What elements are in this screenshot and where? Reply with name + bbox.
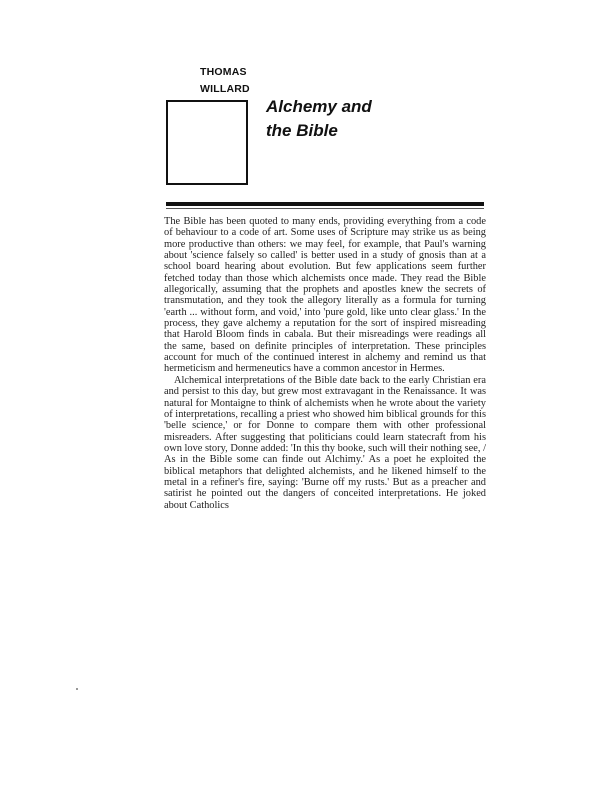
article-title xyxy=(266,95,466,143)
body-paragraph-2: Alchemical interpretations of the Bible date back to the early Christian era and persist to this day, but grew most extravagant in the Renaissance. It was natural for Montaigne to think of alchemists when he wrote about the variety of interpretations, recalling a priest who showed him biblical grounds for this 'belle science,' or for Donne to compare them with other professional misreaders. After suggesting that politicians could learn statecraft from his own love story, Donne added: 'In this thy booke, such will their nothing see, / As in the Bible some can finde out Alchimy.' As a poet he exploited the biblical metaphors that delighted alchemists, and he likened himself to the metal in a refiner's fire, saying: 'Burne off my rusts.' But as a preacher and satirist he pointed out the dangers of conceited interpretations. He joked about Catholics xyxy=(164,374,486,511)
author-last-name: WILLARD xyxy=(200,83,250,95)
title-rule-thin xyxy=(166,208,484,209)
body-paragraph-1: The Bible has been quoted to many ends, providing everything from a code of behaviour to a code of art. Some uses of Scripture may strike us as being more productive than others: we may feel, for example, that Paul's warning about 'science falsely so called' is better used in a study of gnosis than at a school board hearing about evolution. But few applications seem further fetched today than those which alchemists once made. They read the Bible allegorically, assuming that the prophets and apostles knew the secrets of transmutation, and they took the allegory literally as a formula for turning 'earth ... without form, and void,' into 'pure gold, like unto clear glass.' In the process, they gave alchemy a reputation for the sort of inspired misreading that Harold Bloom finds in cabala. But their misreadings were readings all the same, based on definite principles of interpretation. These principles account for much of the continued interest in alchemy and remind us that hermeticism and hermeneutics have a common ancestor in Hermes. xyxy=(164,216,486,375)
author-first-name: THOMAS xyxy=(200,66,247,78)
title-line-2: the Bible xyxy=(266,121,338,140)
decorative-frame xyxy=(166,100,248,185)
article-body xyxy=(164,216,486,511)
title-line-1: Alchemy and xyxy=(266,97,372,116)
scan-speck xyxy=(76,688,78,690)
title-rule xyxy=(166,202,484,206)
author-name xyxy=(200,64,280,98)
